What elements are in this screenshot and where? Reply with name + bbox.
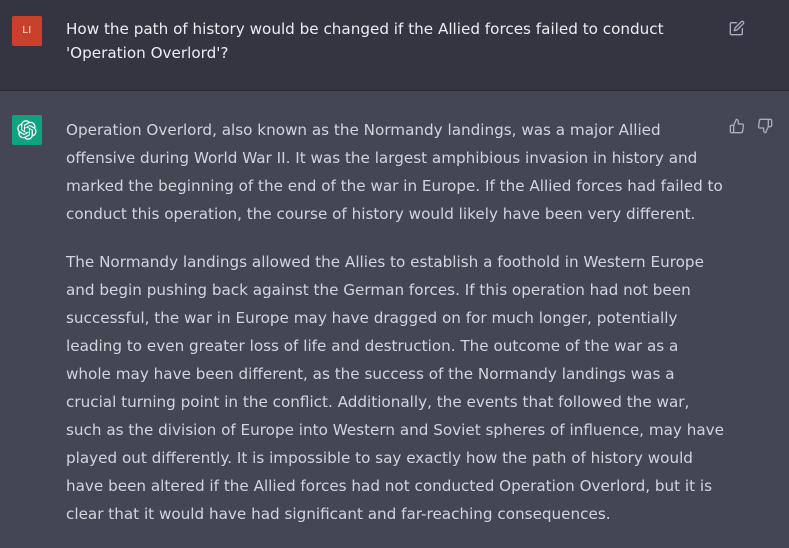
user-avatar: LI (12, 16, 42, 46)
user-message-row (0, 0, 789, 91)
edit-message-button[interactable] (729, 20, 749, 40)
thumbs-up-button[interactable] (729, 118, 749, 138)
thumbs-up-icon (729, 118, 745, 134)
assistant-message-row (0, 91, 789, 541)
user-message-text: How the path of history would be changed if the Allied forces failed to conduct 'Operation Overlord'? (66, 20, 664, 62)
assistant-message-text (66, 116, 728, 548)
openai-logo-icon (17, 120, 37, 140)
thumbs-down-icon (757, 118, 773, 134)
assistant-paragraph-1: Operation Overlord, also known as the Normandy landings, was a major Allied offensive during World War II. It was the largest amphibious invasion in history and marked the beginning of the end of the war in Europe. If the Allied forces had failed to conduct this operation, the course of history would likely have been very different. (66, 121, 723, 223)
assistant-avatar (12, 115, 42, 145)
thumbs-down-button[interactable] (757, 118, 777, 138)
assistant-paragraph-2: The Normandy landings allowed the Allies to establish a foothold in Western Europe and begin pushing back against the German forces. If this operation had not been successful, the war in Europe may have dragged on for much longer, potentially leading to even greater loss of life and destruction. The outcome of the war as a whole may have been different, as the success of the Normandy landings was a crucial turning point in the conflict. Additionally, the events that followed the war, such as the division of Europe into Western and Soviet spheres of influence, may have played out differently. It is impossible to say exactly how the path of history would have been altered if the Allied forces had not conducted Operation Overlord, but it is clear that it would have had significant and far-reaching consequences. (66, 253, 725, 523)
edit-icon (729, 20, 745, 36)
